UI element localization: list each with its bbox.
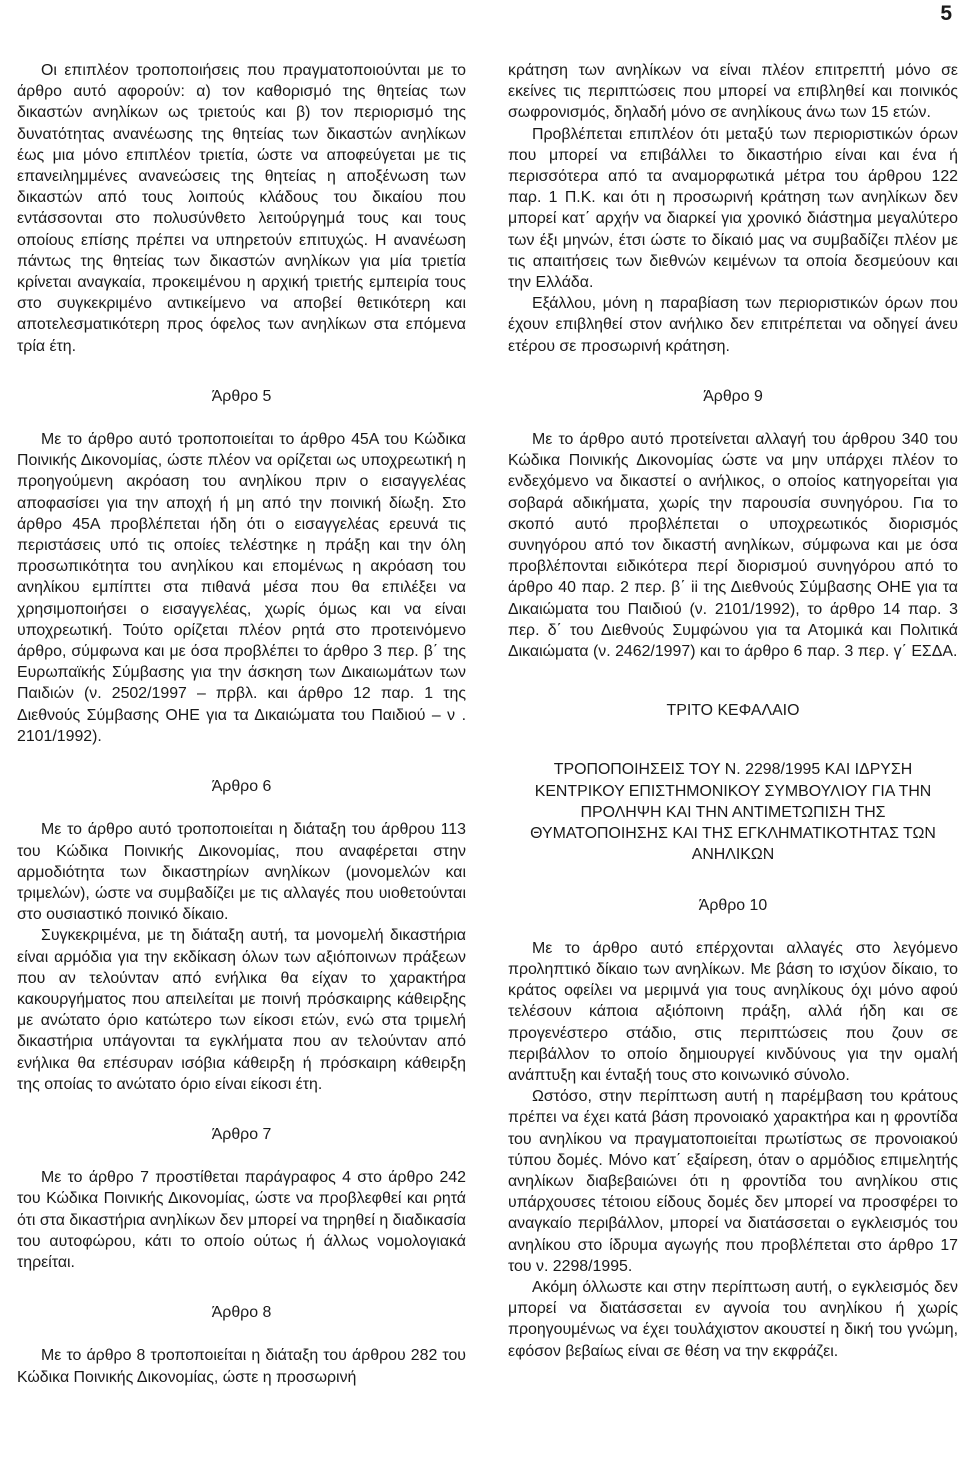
paragraph: Ωστόσο, στην περίπτωση αυτή η παρέμβαση του κράτους πρέπει να έχει κατά βάση προνοιακό χαρακτήρα και η φροντίδα του ανηλίκου να πραγματοποιείται πρωτίστως σε προνοιακού τύπου δομές. Μόνο κατ΄ εξαίρεση, όταν ο αρμόδιος επιμελητής ανηλίκων διαβεβαιώνει ότι η φροντίδα του ανηλίκου στις υπάρχουσες τέτοιου είδους δομές δεν μπορεί να προσφέρει το αναγκαίο περιβάλλον, μπορεί να διατάσσεται ο εγκλεισμός του ανηλίκου στο ίδρυμα αγωγής που προβλέπεται στο άρθρο 17 του ν. 2298/1995.	[508, 1088, 958, 1275]
paragraph: Με το άρθρο αυτό προτείνεται αλλαγή του άρθρου 340 του Κώδικα Ποινικής Δικονομίας ώστε να μην υπάρχει πλέον το ενδεχόμενο να δικαστεί ο ανήλικος, ο οποίος κατηγορείται για σοβαρά αδικήματα, χωρίς την παρουσία συνηγόρου. Για το σκοπό αυτό προβλέπεται ο υποχρεωτικός διορισμός συνηγόρου από τον δικαστή ανηλίκων, σύμφωνα και με όσα προβλέπονται ειδικότερα περί διορισμού συνηγόρου από το άρθρο 40 παρ. 2 περ. β΄ ii της Διεθνούς Σύμβασης ΟΗΕ για τα Δικαιώματα του Παιδιού (ν. 2101/1992), το άρθρο 14 παρ. 3 περ. δ΄ του Διεθνούς Συμφώνου για τα Ατομικά και Πολιτικά Δικαιώματα (ν. 2462/1997) και το άρθρο 6 παρ. 3 περ. γ΄ ΕΣΔΑ.	[508, 431, 958, 661]
paragraph: Με το άρθρο 7 προστίθεται παράγραφος 4 στο άρθρο 242 του Κώδικα Ποινικής Δικονομίας, ώστε να προβλεφθεί και ρητά ότι στα δικαστήρια ανηλίκων δεν μπορεί να τηρηθεί η διαδικασία του αυτοφώρου, κάτι το οποίο ούτως ή άλλως νομολογιακά τηρείται.	[17, 1169, 466, 1271]
page-number: 5	[940, 2, 952, 25]
paragraph: Οι επιπλέον τροποποιήσεις που πραγματοποιούνται με το άρθρο αυτό αφορούν: α) τον καθορισμό της θητείας των δικαστών ανηλίκων ως τριετούς και β) τον περιορισμό της δυνατότητας ανανέωσης της θητείας των δικαστών ανηλίκων έως μια μόνο επιπλέον τριετία, ώστε να αποφεύγεται με τις επανειλημμένες ανανεώσεις της θητείας η αποξένωση των δικαστών από τους λοιπούς κλάδους του δικαίου που εντάσσονται στο πολυσύνθετο λειτούργημά τους και τους οποίους επίσης πρέπει να υπηρετούν επιτυχώς. Η ανανέωση πάντως της θητείας των δικαστών ανηλίκων για μία τριετία κρίνεται αναγκαία, προκειμένου η αρχική τριετής εμπειρία τους στο συγκεκριμένο αντικείμενο να αποβεί θετικότερη και αποτελεσματικότερη προς όφελος των ανηλίκων στα επόμενα τρία έτη.	[17, 62, 466, 355]
article-heading: Άρθρο 5	[211, 387, 272, 405]
article-heading: Άρθρο 10	[698, 896, 768, 914]
article-heading: Άρθρο 6	[211, 778, 272, 796]
chapter-title: ΤΡΟΠΟΠΟΙΗΣΕΙΣ ΤΟΥ Ν. 2298/1995 ΚΑΙ ΙΔΡΥΣΗ ΚΕΝΤΡΙΚΟΥ ΕΠΙΣΤΗΜΟΝΙΚΟΥ ΣΥΜΒΟΥΛΙΟΥ ΓΙΑ ΤΗΝ ΠΡΟΛΗΨΗ ΚΑΙ ΤΗΝ ΑΝΤΙΜΕΤΩΠΙΣΗ ΤΗΣ ΘΥΜΑΤΟΠΟΙΗΣΗΣ ΚΑΙ ΤΗΣ ΕΓΚΛΗΜΑΤΙΚΟΤΗΤΑΣ ΤΩΝ ΑΝΗΛΙΚΩΝ	[530, 761, 936, 864]
paragraph: Με το άρθρο αυτό τροποποιείται το άρθρο 45Α του Κώδικα Ποινικής Δικονομίας, ώστε πλέον να ορίζεται ως υποχρεωτική η προηγούμενη ακρόαση του ανηλίκου πριν ο εισαγγελέας αποφασίσει για την αποχή ή μη από την ποινική δίωξη. Στο άρθρο 45Α προβλέπεται ήδη ότι ο εισαγγελέας ερευνά τις περιστάσεις υπό τις οποίες τελέστηκε η πράξη και την όλη προσωπικότητα του ανηλίκου και επομένως η ακρόαση του ανηλίκου εμπίπτει στα πιθανά μέσα που θα επιλέξει να χρησιμοποιήσει ο εισαγγελέας, χωρίς όμως και να είναι υποχρεωτική. Τούτο ορίζεται πλέον ρητά στο προτεινόμενο άρθρο, σύμφωνα και με όσα προβλέπει το άρθρο 3 περ. β΄ της Ευρωπαϊκής Σύμβασης για την άσκηση των Δικαιωμάτων των Παιδιών (ν. 2502/1997 – πρβλ. και άρθρο 12 παρ. 1 της Διεθνούς Σύμβασης ΟΗΕ για τα Δικαιώματα του Παιδιού – ν . 2101/1992).	[17, 431, 466, 745]
paragraph: Με το άρθρο αυτό επέρχονται αλλαγές στο λεγόμενο προληπτικό δίκαιο των ανηλίκων. Με βάση το ισχύον δίκαιο, το κράτος οφείλει να μεριμνά για τους ανηλίκους όχι μόνο αφού τελέσουν κάποια αξιόποινη πράξη, αλλά ήδη και σε προγενέστερο στάδιο, στις περιπτώσεις που ζουν σε περιβάλλον το οποίο δημιουργεί κινδύνους για την ομαλή ανάπτυξη και ένταξή τους στο κοινωνικό σύνολο.	[508, 939, 958, 1084]
paragraph: Προβλέπεται επιπλέον ότι μεταξύ των περιοριστικών όρων που μπορεί να επιβάλλει το δικαστήριο είναι και ένα ή περισσότερα από τα αναμορφωτικά μέτρα του άρθρου 122 παρ. 1 Π.Κ. και ότι η προσωρινή κράτηση των ανηλίκων δεν μπορεί κατ΄ αρχήν να διαρκεί για χρονικό διάστημα μεγαλύτερο των έξι μηνών, έτσι ώστε το δίκαιό μας να συμβαδίζει πλέον με τις απαιτήσεις των διεθνών κειμένων τα οποία δεσμεύουν και την Ελλάδα.	[508, 125, 958, 292]
paragraph: Με το άρθρο αυτό τροποποιείται η διάταξη του άρθρου 113 του Κώδικα Ποινικής Δικονομίας, που αναφέρεται στην αρμοδιότητα των δικαστηρίων ανηλίκων (μονομελών και τριμελών), ώστε να συμβαδίζει με τις αλλαγές που υιοθετούνται στο ουσιαστικό ποινικό δίκαιο.	[17, 821, 466, 924]
article-heading: Άρθρο 9	[703, 387, 763, 405]
paragraph: Ακόμη όλλωστε και στην περίπτωση αυτή, ο εγκλεισμός δεν μπορεί να διατάσσεται εν αγνοία του ανηλίκου ή χωρίς προηγουμένως να έχει τουλάχιστον ακουστεί η δική του γνώμη, εφόσον βεβαίως είναι σε θέση να την εκφράζει.	[508, 1278, 958, 1360]
paragraph: Με το άρθρο 8 τροποποιείται η διάταξη του άρθρου 282 του Κώδικα Ποινικής Δικονομίας, ώστε η προσωρινή	[17, 1347, 466, 1386]
paragraph: Εξάλλου, μόνη η παραβίαση των περιοριστικών όρων που έχουν επιβληθεί στον ανήλικο δεν επιτρέπεται να οδηγεί άνευ ετέρου σε προσωρινή κράτηση.	[508, 295, 958, 355]
paragraph: Συγκεκριμένα, με τη διάταξη αυτή, τα μονομελή δικαστήρια είναι αρμόδια για την εκδίκαση όλων των αξιόποινων πράξεων που αν τελούνταν από ενήλικα θα είχαν το χαρακτήρα κακουργήματος που απειλείται με ποινή πρόσκαιρης κάθειρξης με ανώτατο όριο κατώτερο των είκοσι ετών, ενώ στα τριμελή δικαστήρια υπάγονται τα εγκλήματα που αν τελούνταν από ενήλικα θα επέσυραν ισόβια κάθειρξη ή πρόσκαιρη κάθειρξη της οποίας το ανώτατο όριο είναι είκοσι έτη.	[17, 927, 466, 1093]
chapter-label: ΤΡΙΤΟ ΚΕΦΑΛΑΙΟ	[666, 702, 800, 720]
article-heading: Άρθρο 7	[211, 1125, 272, 1143]
left-column	[17, 60, 466, 1388]
article-heading: Άρθρο 8	[211, 1304, 272, 1322]
right-column	[508, 60, 958, 1362]
paragraph: κράτηση των ανηλίκων να είναι πλέον επιτρεπτή μόνο σε εκείνες τις περιπτώσεις που μπορεί να επιβληθεί και ποινικός σωφρονισμός, δηλαδή μόνο σε ανηλίκους άνω των 15 ετών.	[508, 62, 958, 122]
